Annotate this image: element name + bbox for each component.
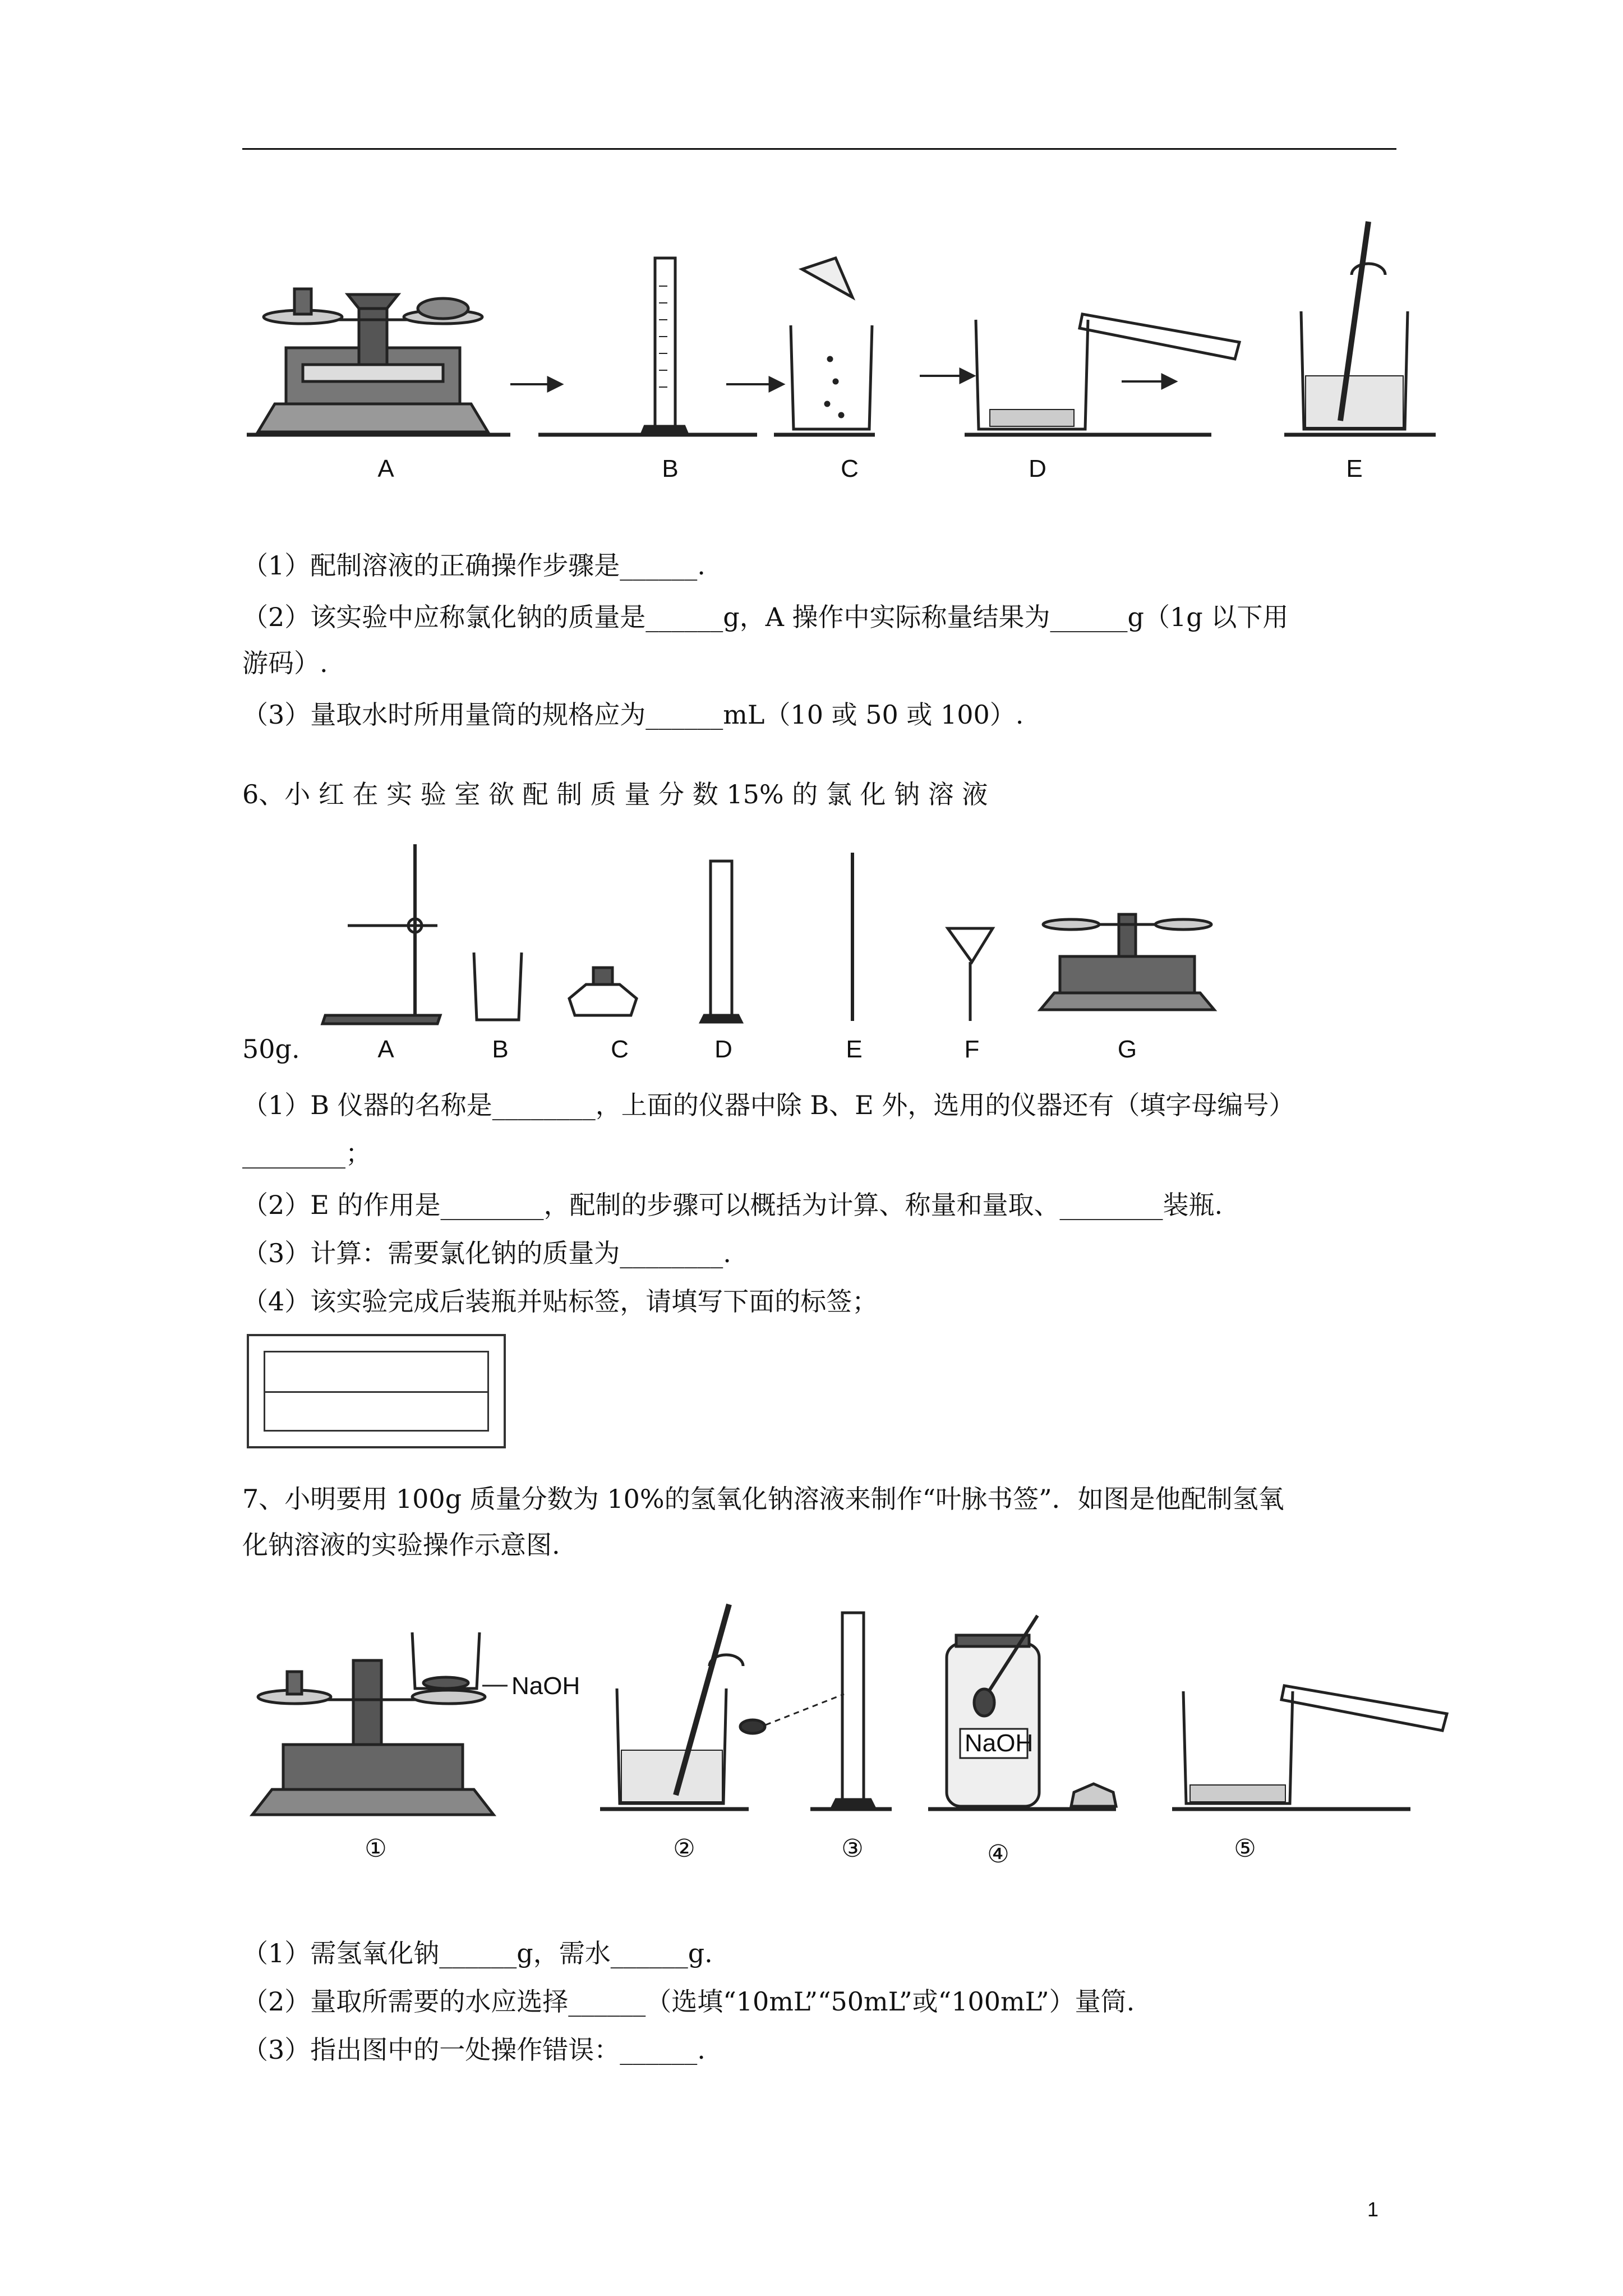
q6-intro: 6、小 红 在 实 验 室 欲 配 制 质 量 分 数 15% 的 氯 化 钠 溶 液 <box>242 779 988 809</box>
q7-intro-2: 化钠溶液的实验操作示意图. <box>242 1530 560 1560</box>
q6-line-2: ________； <box>242 1138 371 1168</box>
q5-caption-e: E <box>1346 455 1363 482</box>
iron-stand-icon <box>322 844 440 1024</box>
balance-icon <box>247 289 510 435</box>
q6-caption-b: B <box>492 1036 509 1063</box>
q5-line-4: （3）量取水时所用量筒的规格应为______mL（10 或 50 或 100）. <box>242 700 1024 730</box>
q5-caption-d: D <box>1029 455 1046 482</box>
graduated-cylinder-icon <box>538 258 757 435</box>
header-rule <box>242 148 1396 150</box>
beaker-powder-icon <box>774 258 875 435</box>
q6-line-1: （1）B 仪器的名称是________，上面的仪器中除 B、E 外，选用的仪器还有（填字母编号） <box>242 1090 1295 1120</box>
q7-line-1: （1）需氢氧化钠______g，需水______g. <box>242 1938 713 1968</box>
q6-line-5: （4）该实验完成后装瓶并贴标签，请填写下面的标签； <box>242 1286 878 1317</box>
q7-caption-2: ② <box>673 1835 695 1862</box>
balance-icon <box>1040 914 1214 1010</box>
q7-caption-3: ③ <box>841 1835 864 1862</box>
q5-caption-a: A <box>377 455 394 482</box>
q7-caption-5: ⑤ <box>1234 1835 1256 1862</box>
q6-line-3: （2）E 的作用是________，配制的步骤可以概括为计算、称量和量取、________装瓶. <box>242 1190 1223 1220</box>
funnel-icon <box>948 928 993 1021</box>
q6-caption-c: C <box>611 1036 629 1063</box>
q6-caption-a: A <box>377 1036 394 1063</box>
beaker-pour-icon <box>1172 1686 1447 1809</box>
q6-line-4: （3）计算：需要氯化钠的质量为________. <box>242 1238 731 1268</box>
naoh-jar-label: NaOH <box>965 1729 1034 1757</box>
alcohol-lamp-icon <box>569 968 637 1015</box>
q6-caption-g: G <box>1117 1036 1137 1063</box>
beaker-stir-icon <box>600 1604 749 1809</box>
q7-caption-1: ① <box>365 1835 387 1862</box>
blank-label <box>247 1334 506 1448</box>
page-number: 1 <box>1367 2198 1379 2221</box>
graduated-cylinder-icon <box>740 1613 892 1809</box>
q7-figure <box>241 1582 1492 1874</box>
beaker-icon <box>474 953 522 1020</box>
q7-line-3: （3）指出图中的一处操作错误：______. <box>242 2035 706 2065</box>
beaker-pour-icon <box>965 314 1239 435</box>
naoh-balance-label: NaOH <box>511 1672 580 1700</box>
q7-line-2: （2）量取所需要的水应选择______（选填“10mL”“50mL”或“100mL”）量筒. <box>242 1986 1135 2017</box>
q7-caption-4: ④ <box>987 1841 1009 1868</box>
q6-caption-e: E <box>846 1036 863 1063</box>
q7-intro-1: 7、小明要用 100g 质量分数为 10%的氢氧化钠溶液来制作“叶脉书签”．如图是他配制氢氧 <box>242 1484 1284 1514</box>
q6-intro-end: 50g. <box>242 1034 300 1064</box>
q6-caption-f: F <box>964 1036 980 1063</box>
q5-line-1: （1）配制溶液的正确操作步骤是______. <box>242 550 706 581</box>
reagent-jar-icon <box>928 1616 1116 1809</box>
q5-line-2: （2）该实验中应称氯化钠的质量是______g，A 操作中实际称量结果为______g（1g 以下用 <box>242 602 1289 632</box>
beaker-stir-icon <box>1284 222 1436 435</box>
q5-figure <box>241 213 1447 488</box>
graduated-cylinder-icon <box>701 861 741 1022</box>
q5-line-3: 游码）. <box>242 648 328 678</box>
q6-caption-d: D <box>714 1036 732 1063</box>
q5-caption-b: B <box>662 455 679 482</box>
q5-caption-c: C <box>841 455 859 482</box>
balance-icon <box>252 1632 508 1815</box>
q6-figure <box>303 830 1267 1066</box>
